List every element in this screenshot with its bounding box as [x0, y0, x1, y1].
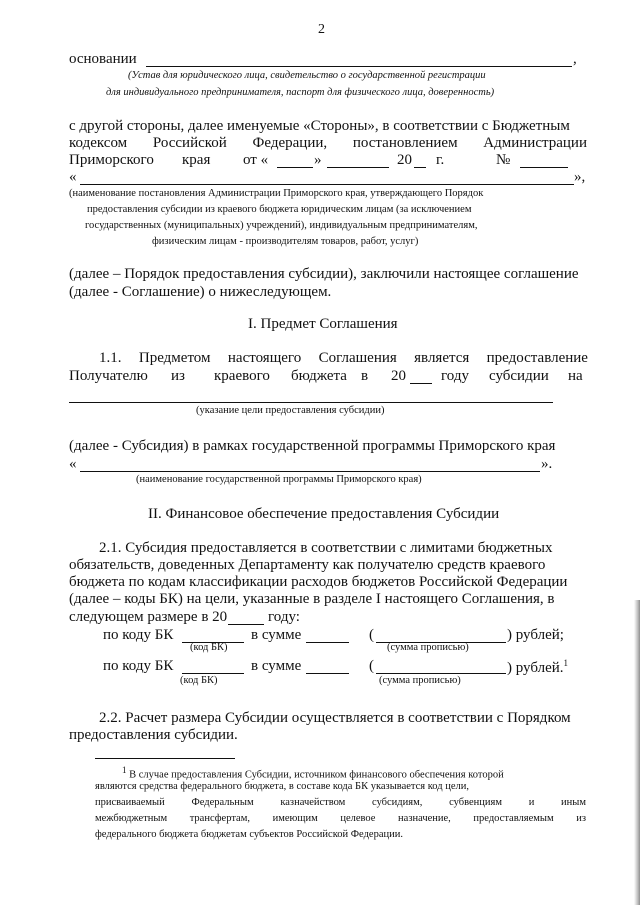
footnote-ref[interactable]: 1 — [563, 658, 569, 668]
parties-line-1: с другой стороны, далее именуемые «Стороны», в соответствии с Бюджетным — [69, 118, 570, 134]
number-blank — [520, 167, 568, 168]
parties-quote-open: « — [69, 169, 77, 185]
section-1-p1-line-1 — [99, 350, 588, 367]
kbk-label-2: по коду БК — [103, 658, 174, 674]
word: субвенциям — [449, 797, 502, 808]
word: на — [568, 368, 583, 384]
osnovanie-label: основании — [69, 51, 137, 67]
word: казначейством — [280, 797, 346, 808]
program-hint: (наименование государственной программы Приморского края) — [136, 474, 422, 485]
rub-1: ) рублей; — [507, 627, 564, 643]
sum-open-1: ( — [369, 627, 374, 643]
kbk-label-1: по коду БК — [103, 627, 174, 643]
goal-blank — [69, 402, 553, 403]
footnote-text-1: В случае предоставления Субсидии, источником финансового обеспечения которой — [126, 769, 504, 781]
footnote-line-1 — [122, 765, 504, 781]
word: краевого — [214, 368, 270, 384]
footnote-line-4 — [95, 813, 586, 824]
word: иным — [561, 797, 586, 808]
sum-words-hint-2: (сумма прописью) — [379, 675, 461, 686]
sum-label-2: в сумме — [251, 658, 302, 674]
year-blank — [410, 383, 432, 384]
footnote-line-2: являются средства федерального бюджета, в составе кода БК указывается код цели, — [95, 781, 469, 792]
sum-words-blank-2 — [376, 673, 506, 674]
kbk-hint-2: (код БК) — [180, 675, 218, 686]
section-2-p2-line-1: 2.2. Расчет размера Субсидии осуществляется в соответствии с Порядком — [99, 710, 571, 726]
parties-date-open: от « — [243, 152, 269, 168]
word: предоставляемым — [473, 813, 554, 824]
parties-hint-2: предоставления субсидии из краевого бюджета юридическим лицам (за исключением — [87, 204, 472, 215]
word: целевое — [340, 813, 376, 824]
word: 20 — [391, 368, 406, 384]
intro-line-2: (далее - Соглашение) о нижеследующем. — [69, 284, 332, 300]
year-blank — [228, 624, 264, 625]
word: из — [576, 813, 586, 824]
word: Федерации, — [252, 135, 328, 151]
word: году — [441, 368, 469, 384]
osnovanie-comma: , — [573, 51, 577, 67]
word: трансфертам, — [189, 813, 250, 824]
word: Администрации — [483, 135, 587, 151]
parties-number-sign: № — [496, 152, 511, 168]
parties-line-2 — [69, 135, 587, 152]
program-quote-open: « — [69, 456, 77, 472]
scan-edge-shadow — [634, 600, 640, 905]
day-blank — [277, 167, 313, 168]
word: Соглашения — [318, 350, 397, 366]
footnote-line-3 — [95, 797, 586, 808]
section-2-p2-line-2: предоставления субсидии. — [69, 727, 238, 743]
section-1-p1-line-2 — [69, 368, 588, 388]
word: имеющим — [272, 813, 318, 824]
osnovanie-hint-2: для индивидуального предпринимателя, паспорт для физического лица, доверенность) — [106, 87, 495, 98]
word: постановлением — [352, 135, 458, 151]
section-2-heading: II. Финансовое обеспечение предоставления Субсидии — [148, 506, 500, 522]
sum-blank-2 — [306, 673, 349, 674]
intro-line-1: (далее – Порядок предоставления субсидии), заключили настоящее соглашение — [69, 266, 579, 282]
word: субсидии — [489, 368, 549, 384]
footnote-line-5: федерального бюджета бюджетам субъектов Российской Федерации. — [95, 829, 403, 840]
section-2-p1-line-5b: году: — [268, 609, 300, 625]
program-quote-close: ». — [541, 456, 553, 472]
word: назначение, — [398, 813, 451, 824]
word: предоставление — [486, 350, 588, 366]
parties-hint-3: государственных (муниципальных) учреждений), индивидуальным предпринимателям, — [85, 220, 478, 231]
sum-blank-1 — [306, 642, 349, 643]
section-2-p1-line-4: (далее – коды БК) на цели, указанные в разделе I настоящего Соглашения, в — [69, 591, 555, 607]
resolution-blank — [80, 184, 574, 185]
parties-year: 20 — [397, 152, 412, 168]
word: присваиваемый — [95, 797, 165, 808]
word: Предметом — [138, 350, 211, 366]
section-2-p1-line-3: бюджета по кодам классификации расходов бюджетов Российской Федерации — [69, 574, 568, 590]
sum-label-1: в сумме — [251, 627, 302, 643]
word: Федеральным — [191, 797, 254, 808]
osnovanie-blank — [146, 66, 572, 67]
word: 1.1. — [99, 350, 122, 366]
section-1-heading: I. Предмет Соглашения — [248, 316, 398, 332]
year-blank — [414, 167, 426, 168]
parties-line-3a: Приморского — [69, 152, 154, 168]
word: настоящего — [227, 350, 302, 366]
word: в — [361, 368, 369, 384]
word: Российской — [152, 135, 227, 151]
parties-date-close: » — [314, 152, 322, 168]
osnovanie-hint-1: (Устав для юридического лица, свидетельство о государственной регистрации — [128, 70, 486, 81]
footnote-rule — [95, 758, 235, 759]
month-blank — [327, 167, 389, 168]
word: бюджета — [291, 368, 347, 384]
sum-open-2: ( — [369, 658, 374, 674]
section-2-p1-line-1: 2.1. Субсидия предоставляется в соответствии с лимитами бюджетных — [99, 540, 553, 556]
rub-2 — [507, 658, 568, 677]
section-1-p2-line-1: (далее - Субсидия) в рамках государственной программы Приморского края — [69, 438, 556, 454]
goal-hint: (указание цели предоставления субсидии) — [196, 405, 385, 416]
rub-2-text: ) рублей. — [507, 660, 564, 676]
parties-hint-1: (наименование постановления Администрации Приморского края, утверждающего Порядок — [69, 188, 484, 199]
sum-words-hint-1: (сумма прописью) — [387, 642, 469, 653]
parties-quote-close: », — [574, 169, 586, 185]
kbk-hint-1: (код БК) — [190, 642, 228, 653]
section-2-p1-line-5a: следующем размере в 20 — [69, 609, 228, 625]
word: межбюджетным — [95, 813, 168, 824]
section-2-p1-line-2: обязательств, доведенных Департаменту как получателю средств краевого — [69, 557, 546, 573]
parties-line-3b: края — [182, 152, 211, 168]
page-number: 2 — [318, 22, 325, 37]
word: кодексом — [69, 135, 128, 151]
program-blank — [80, 471, 540, 472]
word: является — [414, 350, 470, 366]
word: из — [171, 368, 185, 384]
parties-hint-4: физическим лицам - производителям товаров, работ, услуг) — [152, 236, 419, 247]
word: Получателю — [69, 368, 148, 384]
kbk-blank-2 — [182, 673, 244, 674]
parties-g: г. — [436, 152, 445, 168]
word: субсидиям, — [372, 797, 423, 808]
footnote-mark: 1 — [122, 765, 127, 775]
word: и — [528, 797, 535, 808]
